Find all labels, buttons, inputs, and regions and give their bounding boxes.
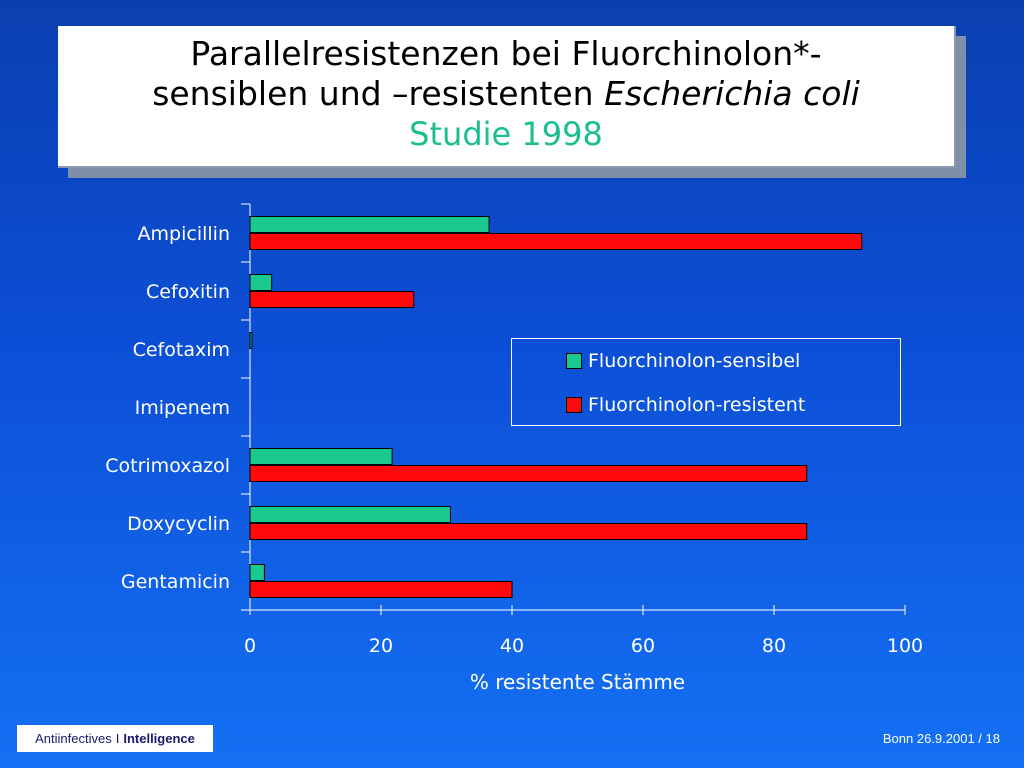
legend-swatch-sensibel [566, 353, 582, 369]
slide-title-organism: Escherichia coli [604, 74, 860, 113]
legend-item-sensibel [566, 350, 800, 372]
slide-page-info: Bonn 26.9.2001 / 18 [882, 731, 1000, 746]
y-category-label: Cotrimoxazol [105, 455, 230, 477]
bar-resistent [250, 524, 807, 540]
y-category-label: Doxycyclin [127, 513, 230, 535]
bar-sensibel [250, 507, 450, 523]
slide-title-line2-plain: sensiblen und –resistenten [152, 74, 605, 113]
slide-subtitle-study: Studie 1998 [409, 115, 603, 153]
bar-sensibel [250, 217, 489, 233]
bar-resistent [250, 466, 807, 482]
x-tick-label: 60 [630, 635, 656, 657]
x-tick-label: 100 [886, 635, 924, 657]
x-tick-label: 0 [243, 635, 257, 657]
legend-label-sensibel: Fluorchinolon-sensibel [588, 350, 801, 372]
brand-logo [17, 725, 213, 752]
legend-item-resistent [566, 394, 805, 416]
bar-sensibel [250, 449, 392, 465]
y-category-label: Gentamicin [120, 571, 230, 593]
bar-sensibel [250, 275, 272, 291]
y-category-label: Ampicillin [137, 223, 230, 245]
y-category-label: Cefoxitin [146, 281, 230, 303]
x-axis-title: % resistente Stämme [469, 670, 686, 694]
bar-resistent [250, 292, 414, 308]
y-category-label: Imipenem [134, 397, 230, 419]
x-tick-label: 80 [761, 635, 787, 657]
brand-separator: I [115, 731, 120, 746]
y-category-label: Cefotaxim [132, 339, 230, 361]
legend-label-resistent: Fluorchinolon-resistent [588, 394, 806, 416]
x-tick-label: 40 [499, 635, 525, 657]
bar-resistent [250, 234, 862, 250]
legend-swatch-resistent [566, 397, 582, 413]
chart-legend [511, 338, 901, 426]
x-tick-label: 20 [368, 635, 394, 657]
bar-resistent [250, 582, 512, 598]
brand-text-left: Antiinfectives [35, 731, 112, 746]
slide-title-line1: Parallelresistenzen bei Fluorchinolon*- [190, 34, 822, 73]
brand-text-right: Intelligence [123, 731, 195, 746]
bar-sensibel [250, 565, 264, 581]
bar-sensibel [250, 333, 252, 349]
